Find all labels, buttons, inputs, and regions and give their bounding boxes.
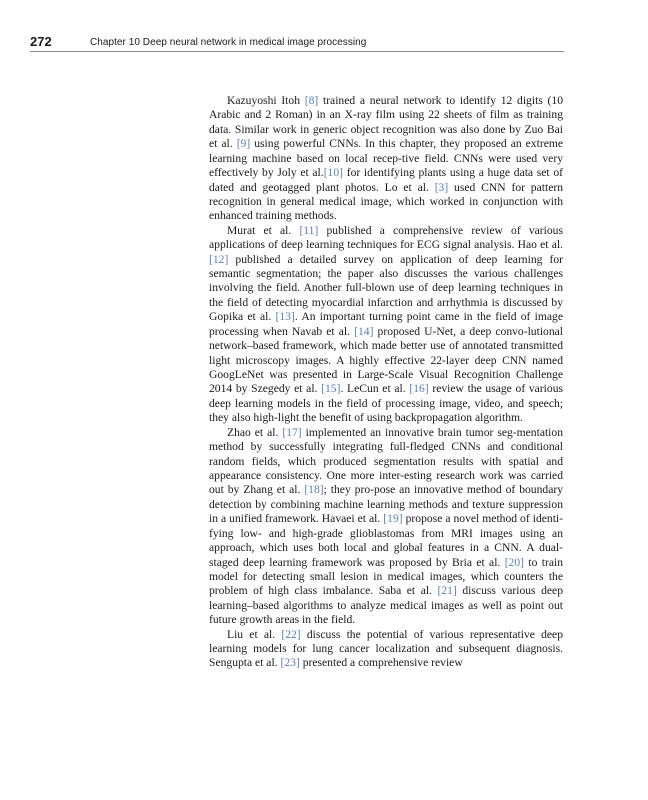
- citation-link[interactable]: [11]: [299, 223, 319, 237]
- citation-link[interactable]: [15]: [321, 382, 341, 396]
- citation-link[interactable]: [3]: [434, 180, 449, 194]
- citation-link[interactable]: [19]: [383, 512, 403, 526]
- citation-link[interactable]: [13]: [275, 310, 295, 324]
- header-rule: [30, 51, 564, 52]
- paragraph: Liu et al. [22] discuss the potential of various representative deep learning models for lung cancer localization and subsequent diagnosis. Sengupta et al. [23] presented a comprehensive review: [209, 627, 563, 670]
- running-head: [30, 34, 564, 54]
- page-number: 272: [30, 34, 52, 49]
- chapter-title: Chapter 10 Deep neural network in medical image processing: [90, 37, 367, 48]
- paragraph: Kazuyoshi Itoh [8] trained a neural network to identify 12 digits (10 Arabic and 2 Roman) in an X-ray film using 22 sheets of film as training data. Similar work in generic object recognition was also done by Zuo Bai et al. [9] using powerful CNNs. In this chapter, they proposed an extreme learning machine based on local recep-tive field. CNNs were used very effectively by Joly et al.[10] for identifying plants using a huge data set of dated and geotagged plant photos. Lo et al. [3] used CNN for pattern recognition in general medical image, which worked in conjunction with enhanced training methods.: [209, 94, 564, 223]
- citation-link[interactable]: [23]: [280, 656, 300, 670]
- body-text: [209, 94, 563, 671]
- citation-link[interactable]: [9]: [236, 137, 251, 151]
- citation-link[interactable]: [14]: [354, 324, 374, 338]
- citation-link[interactable]: [18]: [304, 483, 324, 497]
- paragraph: Murat et al. [11] published a comprehensive review of various applications of deep learning techniques for ECG signal analysis. Hao et al. [12] published a detailed survey on application of deep learning for semantic segmentation; the paper also discusses the various challenges involving the field. Another full-blown use of deep learning techniques in the field of detecting myocardial infarction and arrhythmia is discussed by Gopika et al. [13]. An important turning point came in the field of image processing when Navab et al. [14] proposed U-Net, a deep convo-lutional network–based framework, which made better use of annotated transmitted light microscopy images. A highly effective 22-layer deep CNN named GoogLeNet was presented in Large-Scale Visual Recognition Challenge 2014 by Szegedy et al. [15]. LeCun et al. [16] review the usage of various deep learning models in the field of processing image, video, and speech; they also high-light the benefit of using backpropagation algorithm.: [209, 223, 563, 425]
- citation-link[interactable]: [12]: [209, 252, 229, 266]
- paragraph: Zhao et al. [17] implemented an innovative brain tumor seg-mentation method by successfully integrating full-fledged CNNs and conditional random fields, which produced segmentation results with spatial and appearance consistency. One more inter-esting research work was carried out by Zhang et al. [18]; they pro-pose an innovative method of boundary detection by combining machine learning methods and texture suppression in a unified framework. Havaei et al. [19] propose a novel method of identi-fying low- and high-grade glioblastomas from MRI images using an approach, which uses both local and global features in a CNN. A dual-staged deep learning framework was proposed by Bria et al. [20] to train model for detecting small lesion in medical images, which counters the problem of high class imbalance. Saba et al. [21] discuss various deep learning–based algorithms to analyze medical images as well as point out future growth areas in the field.: [209, 425, 564, 627]
- citation-link[interactable]: [16]: [409, 382, 429, 396]
- citation-link[interactable]: [21]: [437, 584, 457, 598]
- citation-link[interactable]: [22]: [281, 627, 301, 641]
- citation-link[interactable]: [17]: [282, 425, 302, 439]
- citation-link[interactable]: [10]: [323, 166, 344, 180]
- citation-link[interactable]: [20]: [504, 555, 525, 569]
- citation-link[interactable]: [8]: [304, 94, 319, 107]
